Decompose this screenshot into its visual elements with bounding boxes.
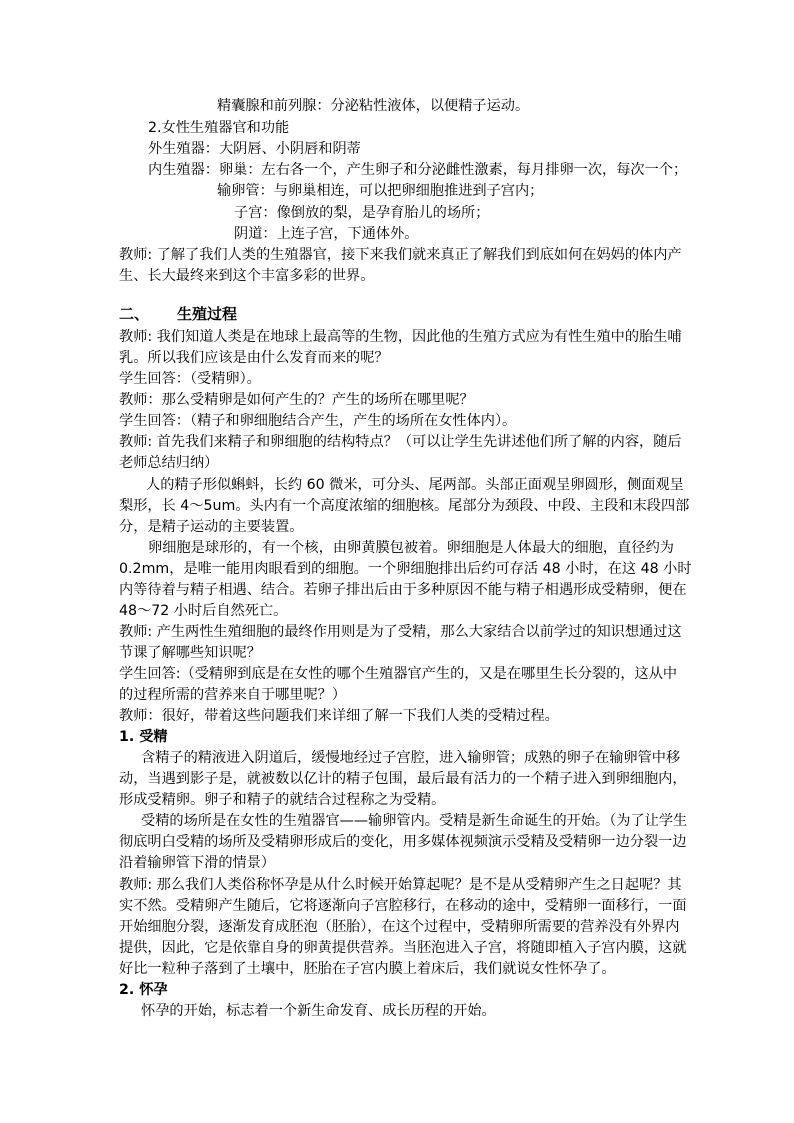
dialogue-line: 乳。所以我们应该是由什么发育而来的呢？ [119, 350, 389, 366]
section-heading [119, 304, 237, 324]
pregnancy-heading: 2. 怀孕 [119, 982, 168, 998]
organ-oviduct: 输卵管：与卵巢相连，可以把卵细胞推进到子宫内； [217, 183, 544, 199]
pregnancy-paragraph: 怀孕的开始，标志着一个新生命发育、成长历程的开始。 [141, 1003, 496, 1019]
organ-ovary: 内生殖器：卵巢：左右各一个，产生卵子和分泌雌性激素，每月排卵一次，每次一个； [148, 162, 688, 178]
egg-paragraph-line: 内等待着与精子相遇、结合。若卵子排出后由于多种原因不能与精子相遇形成受精卵，便在 [119, 582, 687, 598]
dialogue-line: 老师总结归纳） [119, 455, 219, 471]
pregnancy-question-line: 实不然。受精卵产生随后，它将逐渐向子宫腔移行，在移动的途中，受精卵一面移行，一面 [119, 898, 687, 914]
section-number: 二、 [119, 305, 150, 323]
dialogue2-line: 教师: 产生两性生殖细胞的最终作用则是为了受精，那么大家结合以前学过的知识想通过这 [119, 624, 682, 640]
dialogue2-line: 的过程所需的营养来自于哪里呢？） [119, 687, 347, 703]
female-organs-heading: 2.女性生殖器官和功能 [148, 120, 290, 136]
fertilization-paragraph-line: 动，当遇到影子是，就被数以亿计的精子包围，最后最有活力的一个精子进入到卵细胞内， [119, 771, 687, 787]
pregnancy-question-line: 好比一粒种子落到了土壤中，胚胎在子宫内膜上着床后，我们就说女性怀孕了。 [119, 961, 616, 977]
fertilization-site-line: 受精的场所是在女性的生殖器官——输卵管内。受精是新生命诞生的开始。（为了让学生 [141, 813, 688, 829]
organ-vagina: 阴道：上连子宫，下通体外。 [234, 226, 419, 242]
dialogue-line: 教师: 我们知道人类是在地球上最高等的生物，因此他的生殖方式应为有性生殖中的胎生哺 [119, 329, 682, 345]
sperm-paragraph-line: 梨形，长 4～5um。头内有一个高度浓缩的细胞核。尾部分为颈段、中段、主段和末段四部 [119, 498, 690, 514]
organ-seminal: 精囊腺和前列腺：分泌粘性液体，以便精子运动。 [217, 98, 530, 114]
organ-uterus: 子宫：像倒放的梨，是孕育胎儿的场所； [234, 205, 490, 221]
fertilization-paragraph-line: 含精子的精液进入阴道后，缓慢地经过子宫腔，进入输卵管；成熟的卵子在输卵管中移 [141, 750, 681, 766]
pregnancy-question-line: 提供，因此，它是依靠自身的卵黄提供营养。当胚泡进入子宫，将随即植入子宫内膜，这就 [119, 940, 687, 956]
section-title: 生殖过程 [177, 305, 238, 323]
fertilization-site-line: 彻底明白受精的场所及受精卵形成后的变化，用多媒体视频演示受精及受精卵一边分裂一边 [119, 834, 687, 850]
egg-paragraph-line: 48～72 小时后自然死亡。 [119, 603, 288, 619]
dialogue-line: 学生回答：（精子和卵细胞结合产生，产生的场所在女性体内）。 [119, 413, 517, 429]
fertilization-site-line: 沿着输卵管下滑的情景） [119, 855, 276, 871]
organ-external: 外生殖器：大阴唇、小阴唇和阴蒂 [148, 141, 361, 157]
pregnancy-question-line: 教师: 那么我们人类俗称怀孕是从什么时候开始算起呢？是不是从受精卵产生之日起呢？其 [119, 877, 682, 893]
sperm-paragraph-line: 人的精子形似蝌蚪，长约 60 微米，可分头、尾两部。头部正面观呈卵圆形，侧面观呈 [146, 477, 684, 493]
dialogue-line: 教师：那么受精卵是如何产生的？产生的场所在哪里呢？ [119, 392, 474, 408]
sperm-paragraph-line: 分，是精子运动的主要装置。 [119, 519, 304, 535]
egg-paragraph-line: 0.2mm，是唯一能用肉眼看到的细胞。一个卵细胞排出后约可存活 48 小时，在这 48 小时 [119, 561, 692, 577]
fertilization-heading: 1. 受精 [119, 729, 168, 745]
dialogue-line: 学生回答：（受精卵）。 [119, 371, 261, 387]
dialogue2-line: 教师：很好，带着这些问题我们来详细了解一下我们人类的受精过程。 [119, 708, 559, 724]
egg-paragraph-line: 卵细胞是球形的，有一个核，由卵黄膜包被着。卵细胞是人体最大的细胞，直径约为 [148, 540, 674, 556]
transition-line: 教师: 了解了我们人类的生殖器官，接下来我们就来真正了解我们到底如何在妈妈的体内产 [119, 247, 682, 263]
transition-line: 生、长大最终来到这个丰富多彩的世界。 [119, 268, 375, 284]
pregnancy-question-line: 开始细胞分裂，逐渐发育成胚泡（胚胎），在这个过程中，受精卵所需要的营养没有外界内 [119, 919, 680, 935]
dialogue2-line: 学生回答:（受精卵到底是在女性的哪个生殖器官产生的，又是在哪里生长分裂的，这从中 [119, 666, 678, 682]
dialogue2-line: 节课了解哪些知识呢？ [119, 645, 261, 661]
dialogue-line: 教师: 首先我们来精子和卵细胞的结构特点？（可以让学生先讲述他们所了解的内容，随后 [119, 434, 682, 450]
fertilization-paragraph-line: 形成受精卵。卵子和精子的就结合过程称之为受精。 [119, 792, 446, 808]
